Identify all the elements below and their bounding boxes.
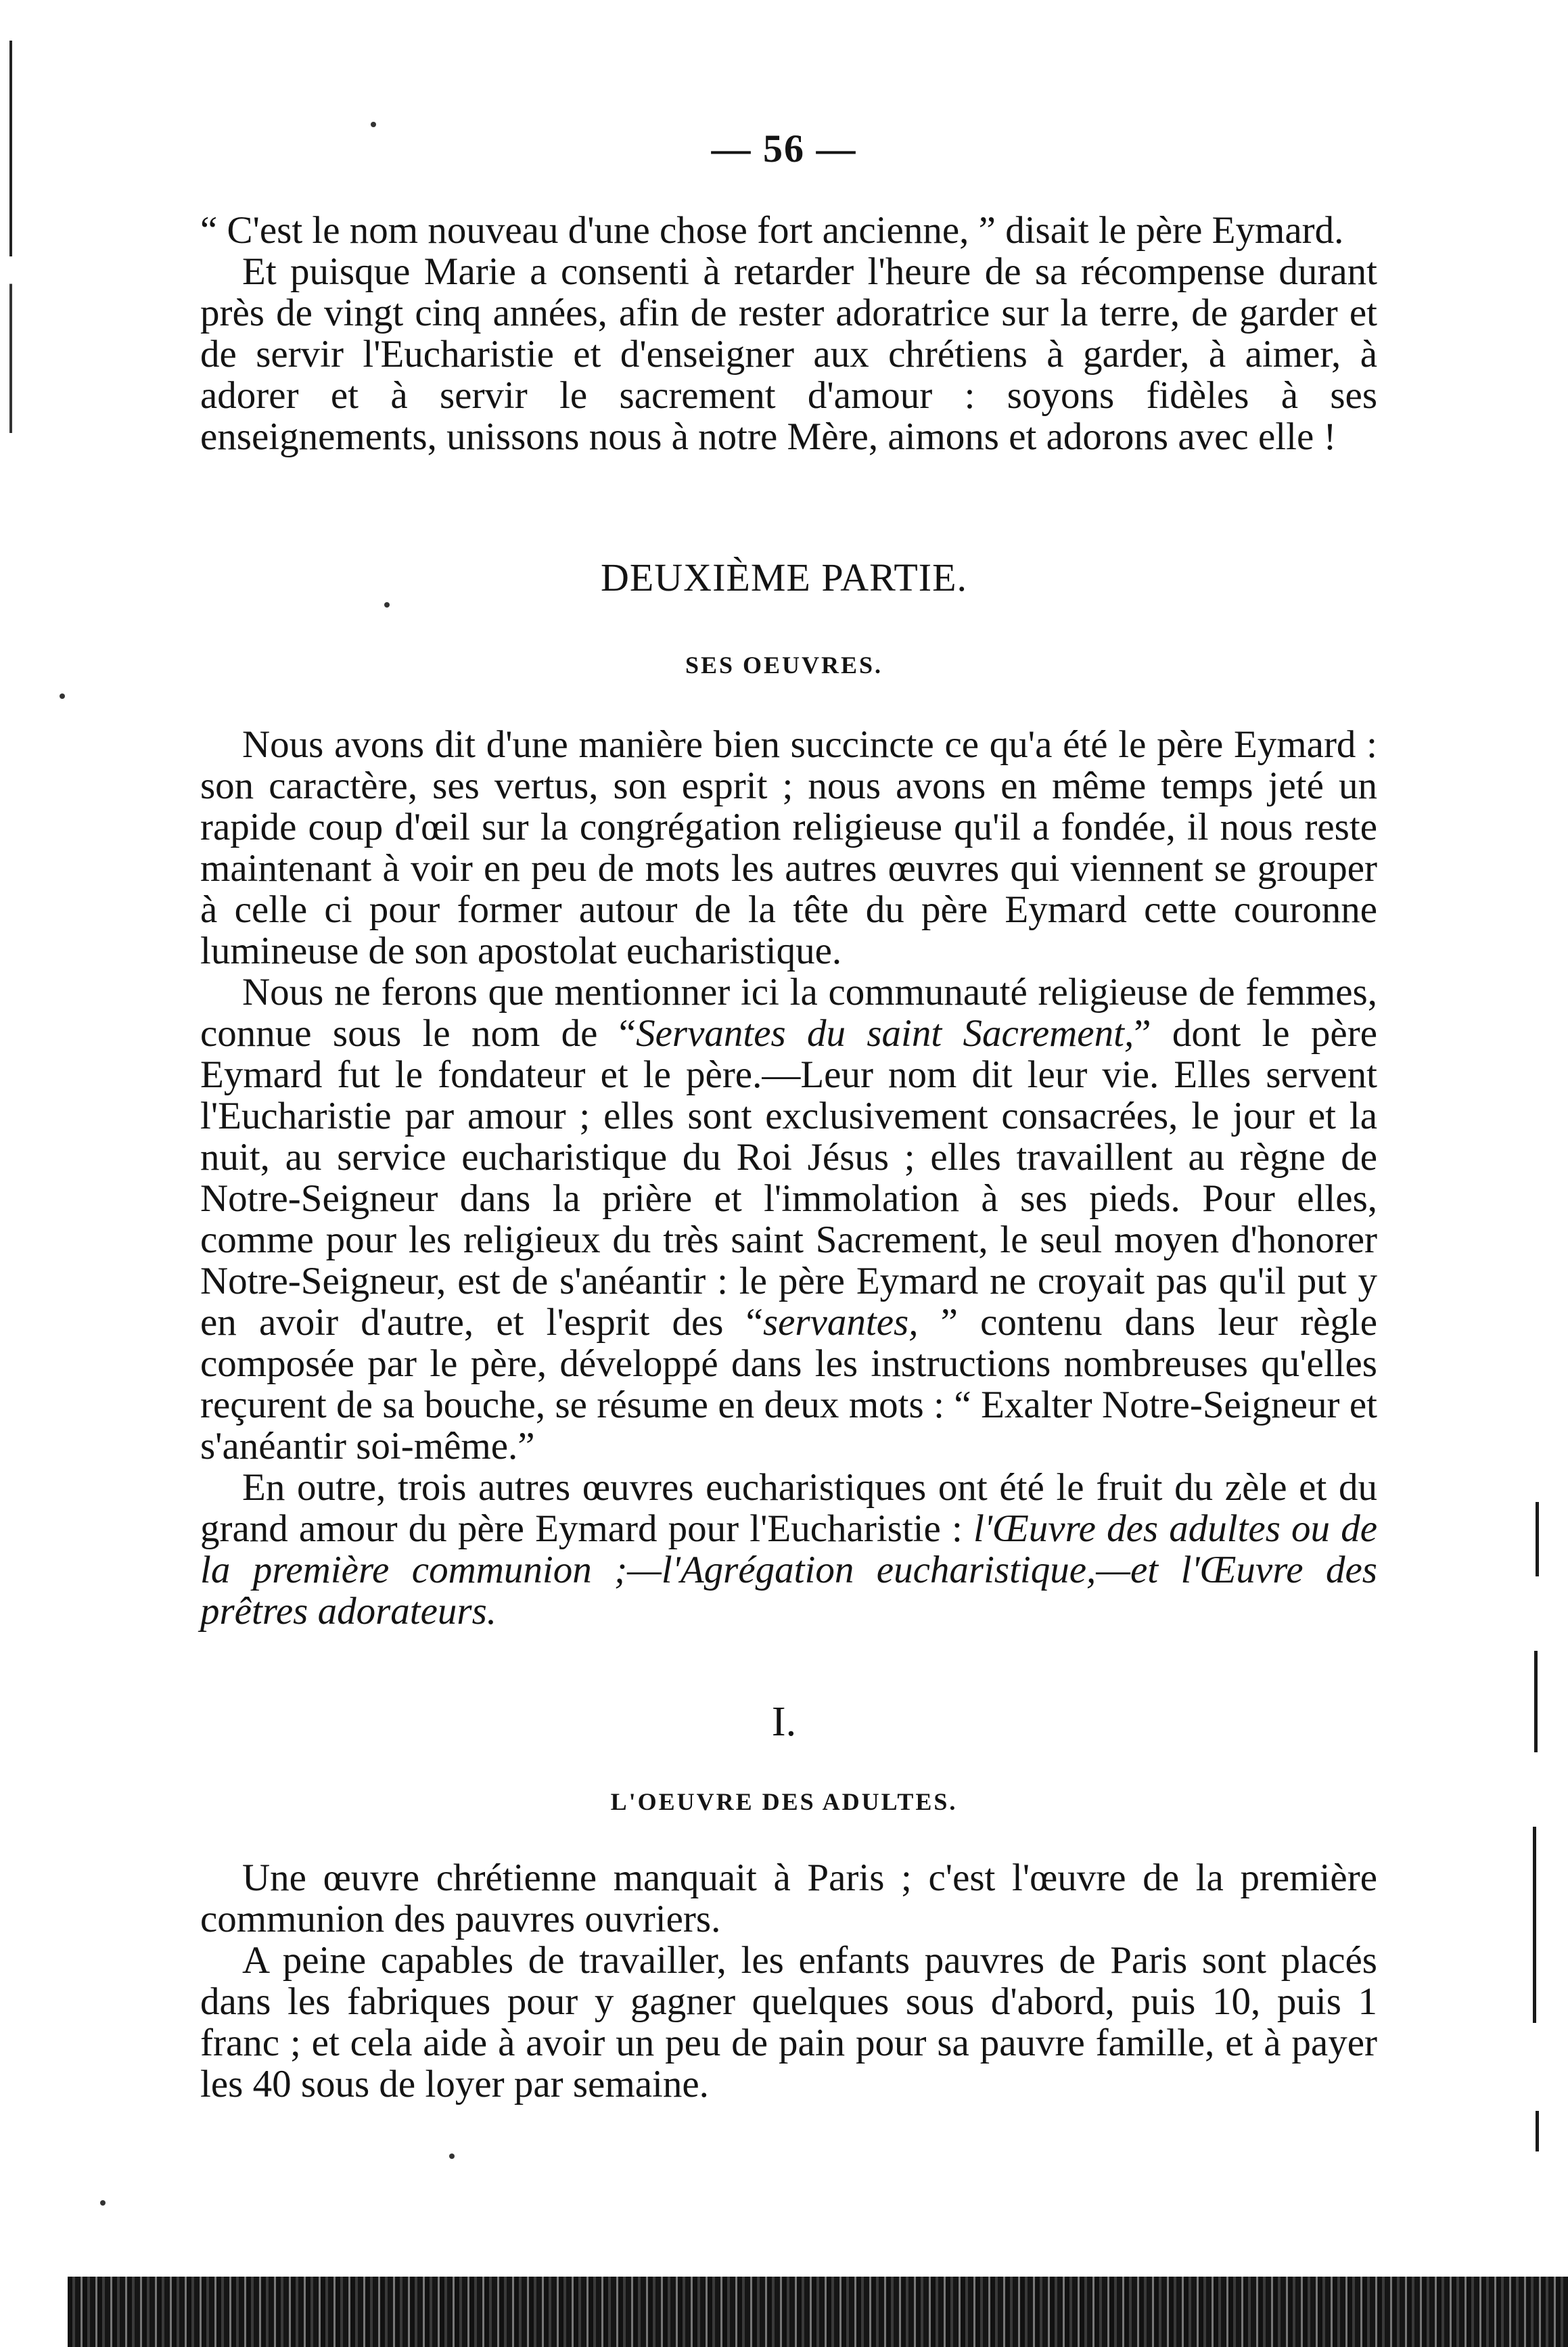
paragraph-text: ” contenu dans leur règle composée par le père, développé dans les instructions nombreuses qu'elles reçurent de sa bouche, se résume en deux mots : “ Exalter Notre-Seigneur et s'anéantir soi-même.” [200,1301,1378,1467]
section-body [200,724,1377,1632]
speck [384,602,390,608]
paragraph-text: Nous ne ferons que mentionner ici la communauté religieuse de femmes, connue sous le nom de “ [200,971,1377,1055]
opening-text [200,210,1377,457]
paragraph: A peine capables de travailler, les enfants pauvres de Paris sont placés dans les fabriques pour y gagner quelques sous d'abord, puis 10, puis 1 franc ; et cela aide à avoir un peu de pain pour sa pauvre famille, et à payer les 40 sous de loyer par semaine. [200,1939,1377,2105]
paragraph: Et puisque Marie a consenti à retarder l'heure de sa récompense durant près de vingt cinq années, afin de rester adoratrice sur la terre, de garder et de servir l'Eucharistie et d'enseigner aux chrétiens à garder, à aimer, à adorer et à servir le sacrement d'amour : soyons fidèles à ses enseignements, unissons nous à notre Mère, aimons et adorons avec elle ! [200,250,1377,458]
paragraph-text: ” dont le père Eymard fut le fondateur et le père.—Leur nom dit leur vie. Elles servent l'Eucharistie par amour ; elles sont exclusivement consacrées, le jour et la nuit, au service eucharistique du Roi Jésus ; elles travaillent au règne de Notre-Seigneur dans la prière et l'immolation à ses pieds. Pour elles, comme pour les religieux du très saint Sacrement, le seul moyen d'honorer Notre-Seigneur, est de s'anéantir : le père Eymard ne croyait pas qu'il put y en avoir d'autre, et l'esprit des “ [200,1012,1377,1344]
paragraph: “ C'est le nom nouveau d'une chose fort ancienne, ” disait le père Eymard. [200,209,1344,252]
italic-title: Servantes du saint Sacrement, [636,1012,1134,1055]
binding-edge-mark [9,41,12,433]
italic-word: servantes, [762,1301,919,1344]
paragraph: Une œuvre chrétienne manquait à Paris ; c'est l'œuvre de la première communion des pauvres ouvriers. [200,1856,1377,1940]
paragraph-text: En outre, trois autres œuvres eucharistiques ont été le fruit du zèle et du grand amour du père Eymard pour l'Eucharistie : [200,1466,1377,1550]
part-title: DEUXIÈME PARTIE. [600,555,968,599]
subsection-title: L'OEUVRE DES ADULTES. [610,1788,958,1815]
italic-list: l'Œuvre des adultes ou de la première communion ;—l'Agrégation eucharistique,—et l'Œuvre des prêtres adorateurs. [200,1507,1377,1633]
page-number: — 56 — [711,127,857,170]
scan-edge-band [68,2277,1568,2347]
speck [449,2154,455,2159]
paragraph: Nous avons dit d'une manière bien succincte ce qu'a été le père Eymard : son caractère, ses vertus, son esprit ; nous avons en même temps jeté un rapide coup d'œil sur la congrégation religieuse qu'il a fondée, il nous reste maintenant à voir en peu de mots les autres œuvres qui viennent se grouper à celle ci pour former autour de la tête du père Eymard cette couronne lumineuse de son apostolat eucharistique. [200,723,1377,972]
section-number: I. [771,1699,797,1745]
speck [100,2200,106,2206]
speck [60,693,65,699]
paragraph [200,972,1377,1467]
subsection-body [200,1857,1377,2105]
paragraph [200,1467,1377,1632]
section-title: SES OEUVRES. [685,652,883,679]
